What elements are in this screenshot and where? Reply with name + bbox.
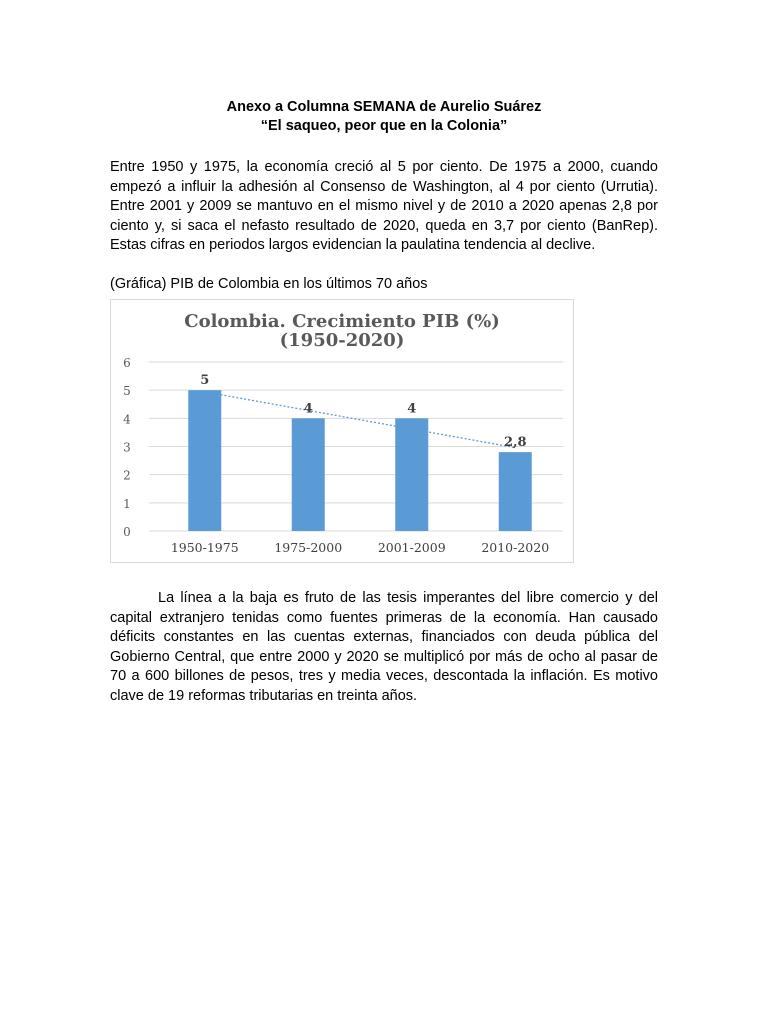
- chart-caption: (Gráfica) PIB de Colombia en los últimos 70 años: [110, 275, 428, 292]
- chart-trendline: [205, 392, 516, 448]
- chart-title-line1: Colombia. Crecimiento PIB (%): [184, 310, 500, 332]
- paragraph-intro: Entre 1950 y 1975, la economía creció al 5 por ciento. De 1975 a 2000, cuando empezó a influir la adhesión al Consenso de Washington, al 4 por ciento (Urrutia). Entre 2001 y 2009 se mantuvo en el mismo nivel y de 2010 a 2020 apenas 2,8 por ciento y, si saca el nefasto resultado de 2020, queda en 3,7 por ciento (BanRep). Estas cifras en periodos largos evidencian la paulatina tendencia al declive.: [110, 159, 658, 254]
- gdp-bar-chart: [111, 300, 573, 562]
- data-label: 4: [303, 401, 313, 417]
- bar-2001-2009: [395, 418, 428, 531]
- x-tick-label: 2010-2020: [481, 539, 550, 555]
- bar-1975-2000: [292, 418, 325, 531]
- chart-bars: [188, 390, 532, 531]
- x-tick-label: 1950-1975: [170, 539, 239, 555]
- bar-2010-2020: [499, 452, 532, 531]
- y-tick-label: 5: [123, 384, 131, 399]
- data-label: 4: [407, 401, 417, 417]
- chart-container: [110, 299, 574, 563]
- data-label: 5: [200, 373, 210, 389]
- bar-1950-1975: [188, 390, 221, 531]
- paragraph-analysis: La línea a la baja es fruto de las tesis imperantes del libre comercio y del capital extranjero tenidas como fuentes primeras de la economía. Han causado déficits constantes en las cuentas externas, financiados con deuda pública del Gobierno Central, que entre 2000 y 2020 se multiplicó por más de ocho al pasar de 70 a 600 billones de pesos, tres y media veces, descontada la inflación. Es motivo clave de 19 reformas tributarias en treinta años.: [110, 589, 658, 704]
- chart-x-axis: [171, 540, 549, 555]
- y-tick-label: 6: [123, 355, 131, 370]
- document-page: [110, 98, 658, 707]
- y-tick-label: 0: [123, 524, 131, 539]
- y-tick-label: 3: [123, 440, 131, 455]
- chart-y-axis: [123, 356, 131, 539]
- y-tick-label: 4: [123, 412, 131, 427]
- chart-data-labels: [200, 373, 526, 450]
- y-tick-label: 1: [123, 496, 131, 511]
- chart-title-line2: (1950-2020): [279, 329, 405, 351]
- document-title-line2: “El saqueo, peor que en la Colonia”: [260, 118, 508, 134]
- x-tick-label: 2001-2009: [377, 539, 446, 555]
- y-tick-label: 2: [123, 468, 131, 483]
- data-label: 2,8: [503, 435, 527, 451]
- trendline: [205, 392, 516, 448]
- x-tick-label: 1975-2000: [274, 539, 343, 555]
- document-title-line1: Anexo a Columna SEMANA de Aurelio Suárez: [226, 99, 542, 115]
